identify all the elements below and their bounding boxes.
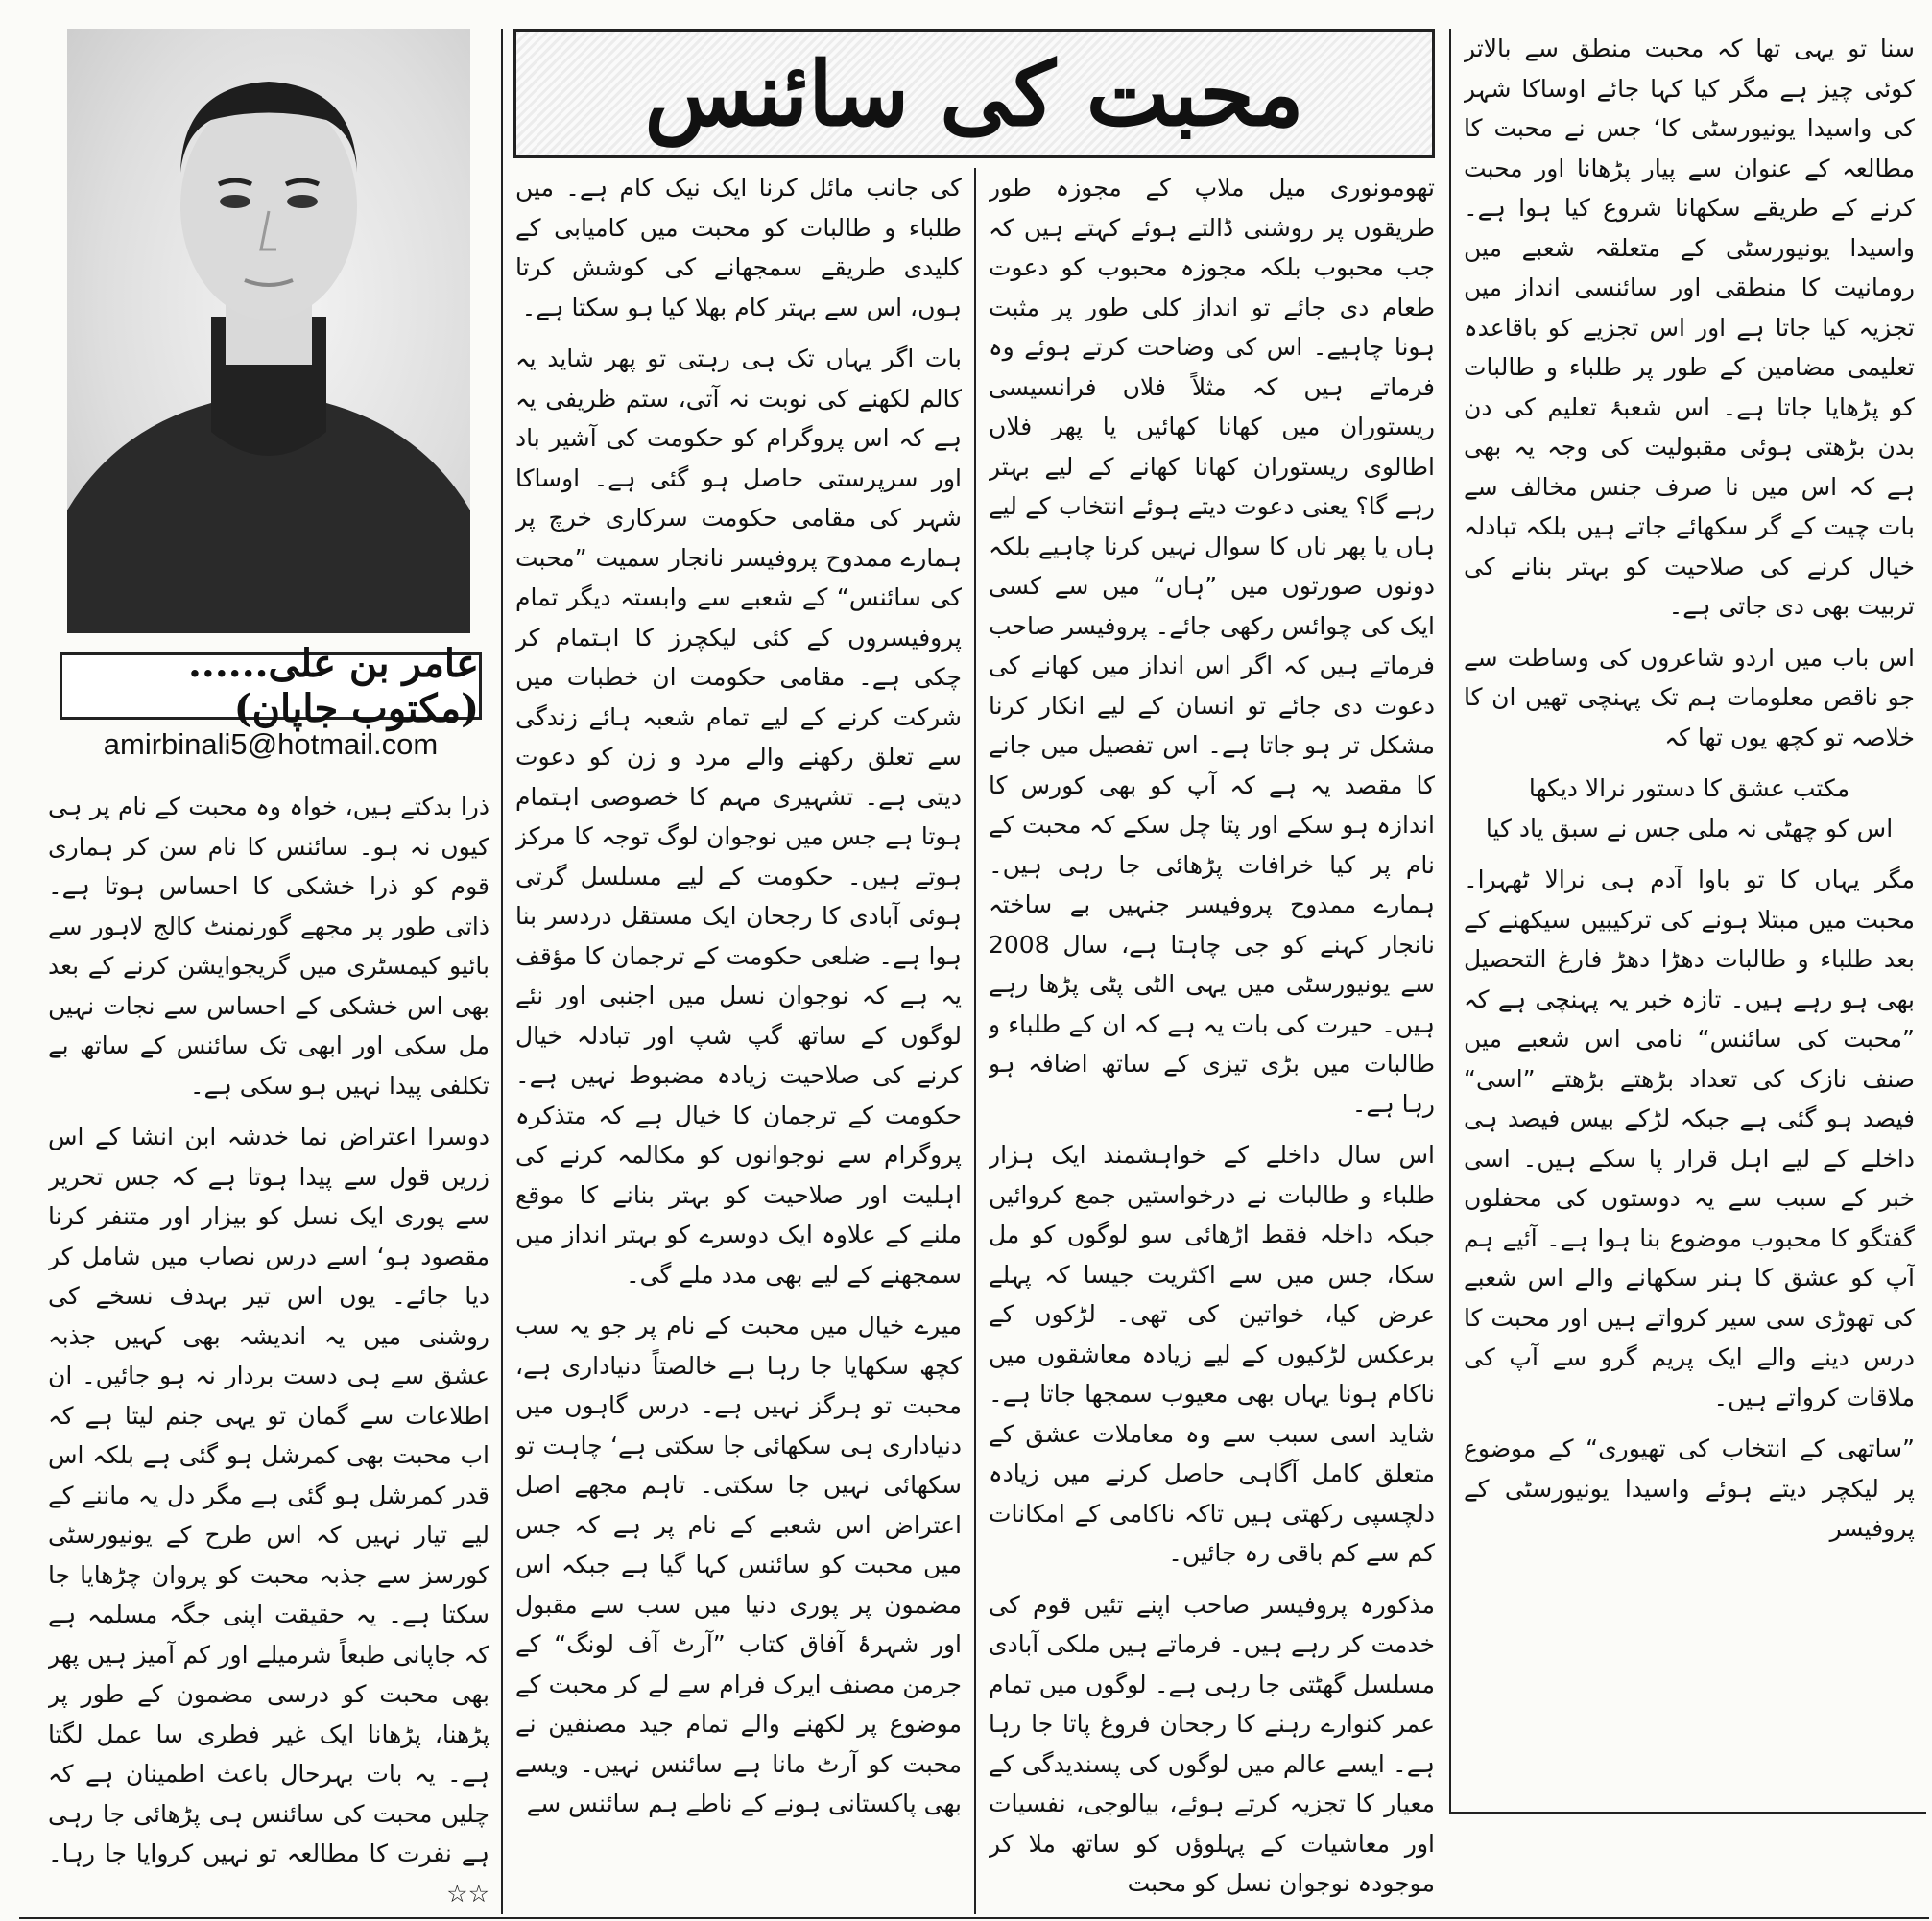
article-end-rule <box>1451 1812 1926 1814</box>
column-3 <box>515 168 962 1909</box>
author-byline: عامر بن علی......(مکتوب جاپان) <box>60 652 482 720</box>
paragraph: سنا تو یہی تھا کہ محبت منطق سے بالاتر کوئی چیز ہے مگر کیا کہا جائے اوساکا شہر کی واسیدا یونیورسٹی کا‘ جس نے محبت کا مطالعہ کے عنوان سے پیار پڑھانا اور محبت کرنے کے طریقے سکھانا شروع کیا ہوا ہے۔ واسیدا یونیورسٹی کے متعلقہ شعبے میں رومانیت کا منطقی اور سائنسی انداز میں تجزیہ کیا جاتا ہے اور اس تجزیے کو باقاعدہ تعلیمی مضامین کے طور پر طلباء و طالبات کو پڑھایا جاتا ہے۔ اس شعبۂ تعلیم کی دن بدن بڑھتی ہوئی مقبولیت کی وجہ یہ بھی ہے کہ اس میں نا صرف جنس مخالف سے بات چیت کے گر سکھائے جاتے ہیں بلکہ تبادلہ خیال کرنے کی صلاحیت کو بہتر بنانے کی تربیت بھی دی جاتی ہے۔ <box>1464 35 1915 620</box>
paragraph: مگر یہاں کا تو باوا آدم ہی نرالا ٹھہرا۔ محبت میں مبتلا ہونے کی ترکیبیں سیکھنے کے بعد طلباء و طالبات دھڑا دھڑ فارغ التحصیل بھی ہو رہے ہیں۔ تازہ خبر یہ پہنچی ہے کہ ”محبت کی سائنس“ نامی اس شعبے میں صنف نازک کی تعداد بڑھتے بڑھتے ”اسی“ فیصد ہو گئی ہے جبکہ لڑکے بیس فیصد ہی داخلے کے لیے اہل قرار پا سکے ہیں۔ اسی خبر کے سبب سے یہ دوستوں کی محفلوں گفتگو کا محبوب موضوع بنا ہوا ہے۔ آئیے ہم آپ کو عشق کا ہنر سکھانے والے اس شعبے کی تھوڑی سی سیر کرواتے ہیں اور محبت کا درس دینے والے ایک پریم گرو سے آپ کی ملاقات کرواتے ہیں۔ <box>1464 866 1915 1411</box>
paragraph: تھومونوری میل ملاپ کے مجوزہ طور طریقوں پر روشنی ڈالتے ہوئے کہتے ہیں کہ جب محبوب بلکہ مجوزہ محبوب کو دعوت طعام دی جائے تو انداز کلی طور پر مثبت ہونا چاہیے۔ اس کی وضاحت کرتے ہوئے وہ فرماتے ہیں کہ مثلاً فلاں فرانسیسی ریستوران میں کھانا کھائیں یا پھر فلاں اطالوی ریستوران کھانا کھانے کے لیے بہتر رہے گا؟ یعنی دعوت دیتے ہوئے انتخاب کے لیے ہاں یا پھر ناں کا سوال نہیں کرنا چاہیے بلکہ دونوں صورتوں میں ”ہاں“ میں سے کسی ایک کی چوائس رکھی جائے۔ پروفیسر صاحب فرماتے ہیں کہ اگر اس انداز میں کھانے کی دعوت دی جائے تو انسان کے لیے انکار کرنا مشکل تر ہو جاتا ہے۔ اس تفصیل میں جانے کا مقصد یہ ہے کہ آپ کو بھی کورس کا اندازہ ہو سکے اور پتا چل سکے کہ محبت کے نام پر کیا خرافات پڑھائی جا رہی ہیں۔ ہمارے ممدوح پروفیسر جنہیں بے ساختہ نانجار کہنے کو جی چاہتا ہے، سال 2008 سے یونیورسٹی میں یہی الٹی پٹی پڑھا رہے ہیں۔ حیرت کی بات یہ ہے کہ ان کے طلباء و طالبات میں بڑی تیزی کے ساتھ اضافہ ہو رہا ہے۔ <box>989 174 1435 1118</box>
paragraph: دوسرا اعتراض نما خدشہ ابن انشا کے اس زریں قول سے پیدا ہوتا ہے کہ جس تحریر سے پوری ایک نسل کو بیزار اور متنفر کرنا مقصود ہو‘ اسے درس نصاب میں شامل کر دیا جائے۔ یوں اس تیر بہدف نسخے کی روشنی میں یہ اندیشہ بھی کہیں جذبہ عشق سے ہی دست بردار نہ ہو جائیں۔ ان اطلاعات سے گمان تو یہی جنم لیتا ہے کہ اب محبت بھی کمرشل ہو گئی ہے بلکہ اس قدر کمرشل ہو گئی ہے مگر دل یہ ماننے کے لیے تیار نہیں کہ اس طرح کے یونیورسٹی کورسز سے جذبہ محبت کو پروان چڑھایا جا سکتا ہے۔ یہ حقیقت اپنی جگہ مسلمہ ہے کہ جاپانی طبعاً شرمیلے اور کم آمیز ہیں پھر بھی محبت کو درسی مضمون کے طور پر پڑھنا، پڑھانا ایک غیر فطری سا عمل لگتا ہے۔ یہ بات بہرحال باعث اطمینان ہے کہ چلیں محبت کی سائنس ہی پڑھائی جا رہی ہے نفرت کا مطالعہ تو نہیں کروایا جا رہا۔ ☆☆ <box>48 1123 489 1908</box>
verse-line: اس کو چھٹی نہ ملی جس نے سبق یاد کیا <box>1485 814 1894 842</box>
verse-line: مکتب عشق کا دستور نرالا دیکھا <box>1528 774 1850 802</box>
paragraph: اس باب میں اردو شاعروں کی وساطت سے جو ناقص معلومات ہم تک پہنچی تھیں ان کا خلاصہ تو کچھ یوں تھا کہ <box>1464 643 1915 751</box>
paragraph: ذرا بدکتے ہیں، خواہ وہ محبت کے نام پر ہی کیوں نہ ہو۔ سائنس کا نام سن کر ہماری قوم کو ذرا خشکی کا احساس ہوتا ہے۔ ذاتی طور پر مجھے گورنمنٹ کالج لاہور سے بائیو کیمسٹری میں گریجوایشن کرنے کے بعد بھی اس خشکی کے احساس سے نجات نہیں مل سکی اور ابھی تک سائنس کے ساتھ بے تکلفی پیدا نہیں ہو سکی ہے۔ <box>48 793 489 1100</box>
column-rule <box>1449 29 1451 1814</box>
column-1 <box>1464 29 1915 1804</box>
column-2 <box>989 168 1435 1909</box>
paragraph: کی جانب مائل کرنا ایک نیک کام ہے۔ میں طلباء و طالبات کو محبت میں کامیابی کے کلیدی طریقے سمجھانے کی کوشش کرتا ہوں، اس سے بہتر کام بھلا کیا ہو سکتا ہے۔ <box>515 174 962 321</box>
paragraph: بات اگر یہاں تک ہی رہتی تو پھر شاید یہ کالم لکھنے کی نوبت نہ آتی، ستم ظریفی یہ ہے کہ اس پروگرام کو حکومت کی آشیر باد اور سرپرستی حاصل ہو گئی ہے۔ اوساکا شہر کی مقامی حکومت سرکاری خرچ پر ہمارے ممدوح پروفیسر نانجار سمیت ”محبت کی سائنس“ کے شعبے سے وابستہ دیگر تمام پروفیسروں کے کئی لیکچرز کا اہتمام کر چکی ہے۔ مقامی حکومت ان خطبات میں شرکت کرنے کے لیے تمام شعبہ ہائے زندگی سے تعلق رکھنے والے مرد و زن کو دعوت دیتی ہے۔ تشہیری مہم کا خصوصی اہتمام ہوتا ہے جس میں نوجوان لوگ توجہ کا مرکز ہوتے ہیں۔ حکومت کے لیے مسلسل گرتی ہوئی آبادی کا رجحان ایک مستقل دردسر بنا ہوا ہے۔ ضلعی حکومت کے ترجمان کا مؤقف یہ ہے کہ نوجوان نسل میں اجنبی اور نئے لوگوں کے ساتھ گپ شپ اور تبادلہ خیال کرنے کی صلاحیت زیادہ مضبوط نہیں ہے۔ حکومت کے ترجمان کا خیال ہے کہ متذکرہ پروگرام سے نوجوانوں کو مکالمہ کرنے کی اہلیت اور صلاحیت کو بہتر بنانے کا موقع ملنے کے علاوہ ایک دوسرے کو بہتر انداز میں سمجھنے کے لیے بھی مدد ملے گی۔ <box>515 344 962 1289</box>
page-bottom-rule <box>19 1917 1929 1919</box>
author-photo-illustration <box>67 29 470 633</box>
column-rule <box>974 168 976 1914</box>
column-rule <box>501 29 503 1914</box>
paragraph: میرے خیال میں محبت کے نام پر جو یہ سب کچھ سکھایا جا رہا ہے خالصتاً دنیاداری ہے، محبت تو ہرگز نہیں ہے۔ درس گاہوں میں دنیاداری ہی سکھائی جا سکتی ہے‘ چاہت تو سکھائی نہیں جا سکتی۔ تاہم مجھے اصل اعتراض اس شعبے کے نام پر ہے کہ جس میں محبت کو سائنس کہا گیا ہے جبکہ اس مضمون پر پوری دنیا میں سب سے مقبول اور شہرۂ آفاق کتاب ”آرٹ آف لونگ“ کے جرمن مصنف ایرک فرام سے لے کر محبت کے موضوع پر لکھنے والے تمام جید مصنفین نے محبت کو آرٹ مانا ہے سائنس نہیں۔ ویسے بھی پاکستانی ہونے کے ناطے ہم سائنس سے <box>515 1312 962 1817</box>
headline: محبت کی سائنس <box>644 41 1304 146</box>
author-photo <box>67 29 470 633</box>
paragraph: اس سال داخلے کے خواہشمند ایک ہزار طلباء و طالبات نے درخواستیں جمع کروائیں جبکہ داخلہ فقط اڑھائی سو لوگوں کو مل سکا، جس میں سے اکثریت جیسا کہ پہلے عرض کیا، خواتین کی تھی۔ لڑکوں کے برعکس لڑکیوں کے لیے زیادہ معاشقوں میں ناکام ہونا یہاں بھی معیوب سمجھا جاتا ہے۔ شاید اسی سبب سے وہ معاملات عشق کے متعلق کامل آگاہی حاصل کرنے میں زیادہ دلچسپی رکھتی ہیں تاکہ ناکامی کے امکانات کم سے کم باقی رہ جائیں۔ <box>989 1141 1435 1567</box>
paragraph: مذکورہ پروفیسر صاحب اپنے تئیں قوم کی خدمت کر رہے ہیں۔ فرماتے ہیں ملکی آبادی مسلسل گھٹتی جا رہی ہے۔ لوگوں میں تمام عمر کنوارے رہنے کا رجحان فروغ پاتا جا رہا ہے۔ ایسے عالم میں لوگوں کی پسندیدگی کے معیار کا تجزیہ کرتے ہوئے، بیالوجی، نفسیات اور معاشیات کے پہلوؤں کو ساتھ ملا کر موجودہ نوجوان نسل کو محبت <box>989 1590 1435 1897</box>
author-email: amirbinali5@hotmail.com <box>103 727 439 761</box>
headline-box <box>513 29 1435 158</box>
paragraph: ”ساتھی کے انتخاب کی تھیوری“ کے موضوع پر لیکچر دیتے ہوئے واسیدا یونیورسٹی کے پروفیسر <box>1464 1435 1915 1542</box>
column-4 <box>48 787 489 1909</box>
